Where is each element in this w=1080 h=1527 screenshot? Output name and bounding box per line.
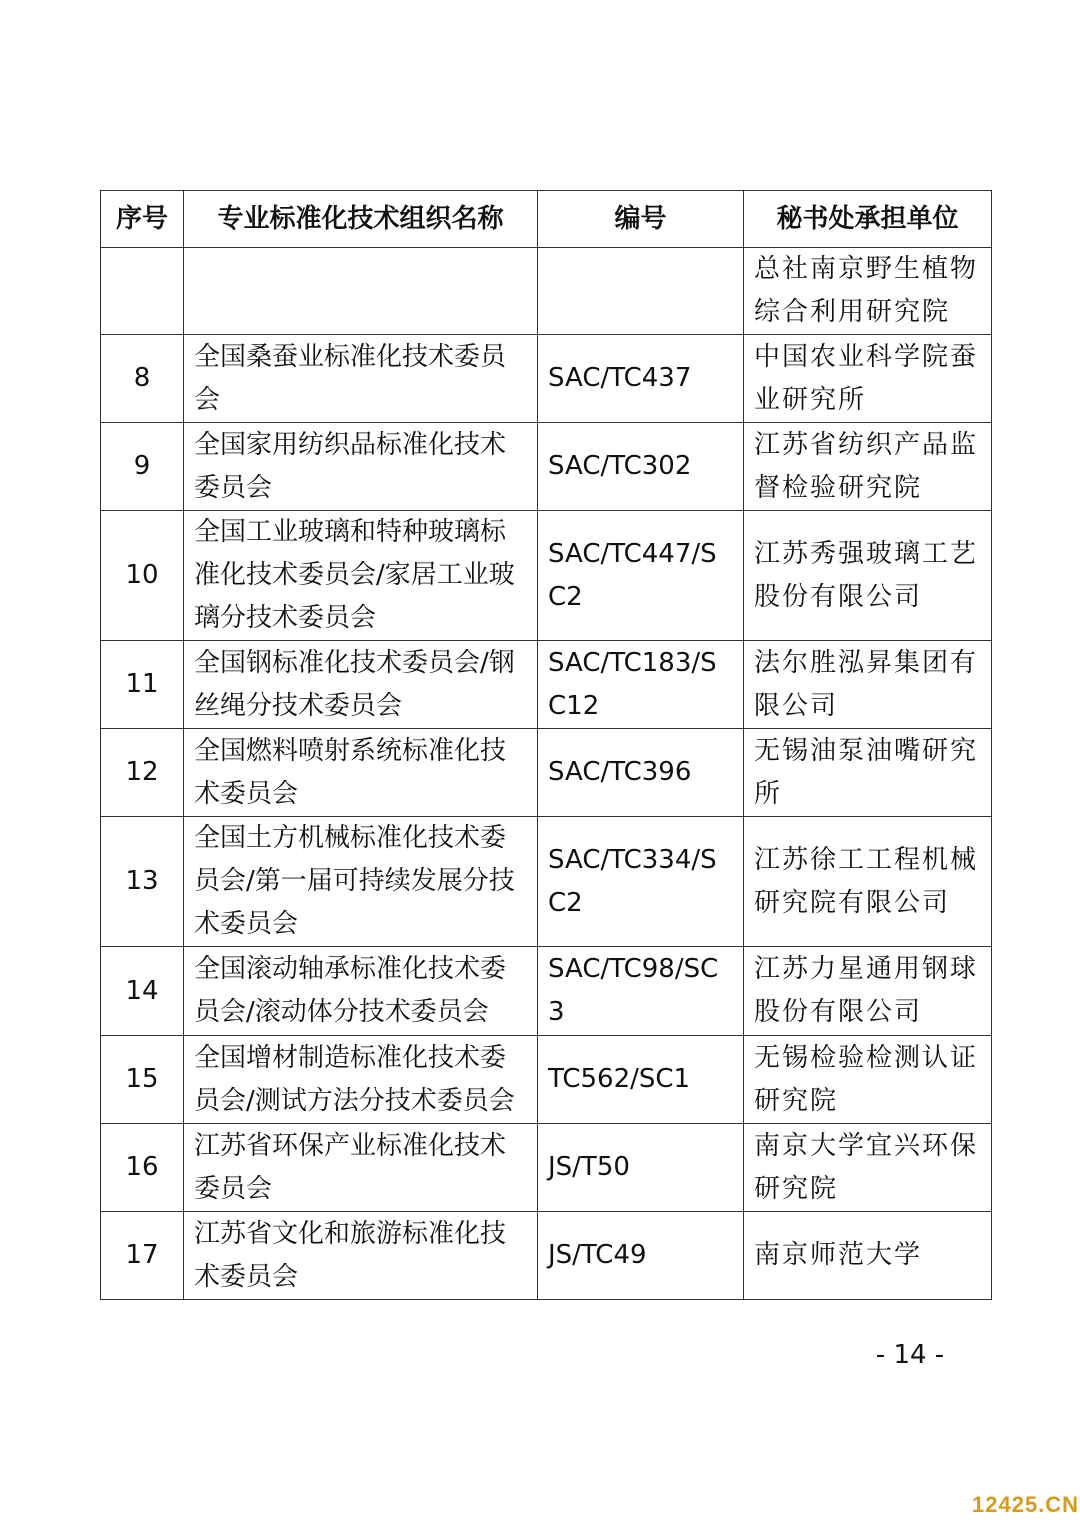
site-watermark: 12425.CN bbox=[972, 1492, 1080, 1517]
table-row bbox=[101, 1212, 992, 1300]
cell-seq: 12 bbox=[101, 729, 184, 817]
table-row bbox=[101, 511, 992, 641]
cell-code: JS/TC49 bbox=[538, 1212, 744, 1300]
cell-code: SAC/TC98/SC3 bbox=[538, 947, 744, 1036]
cell-seq: 9 bbox=[101, 423, 184, 511]
cell-unit: 总社南京野生植物综合利用研究院 bbox=[744, 248, 992, 335]
table-row bbox=[101, 335, 992, 423]
cell-name bbox=[184, 248, 538, 335]
table-row bbox=[101, 947, 992, 1036]
header-seq: 序号 bbox=[101, 191, 184, 248]
header-unit: 秘书处承担单位 bbox=[744, 191, 992, 248]
cell-name: 全国家用纺织品标准化技术委员会 bbox=[184, 423, 538, 511]
cell-unit: 南京大学宜兴环保研究院 bbox=[744, 1124, 992, 1212]
cell-unit: 无锡检验检测认证研究院 bbox=[744, 1036, 992, 1124]
table-row bbox=[101, 729, 992, 817]
cell-name: 全国燃料喷射系统标准化技术委员会 bbox=[184, 729, 538, 817]
cell-seq: 14 bbox=[101, 947, 184, 1036]
table-row bbox=[101, 1036, 992, 1124]
cell-code: SAC/TC396 bbox=[538, 729, 744, 817]
cell-name: 全国增材制造标准化技术委员会/测试方法分技术委员会 bbox=[184, 1036, 538, 1124]
cell-unit: 江苏徐工工程机械研究院有限公司 bbox=[744, 817, 992, 947]
cell-seq: 13 bbox=[101, 817, 184, 947]
table-row bbox=[101, 817, 992, 947]
cell-unit: 江苏力星通用钢球股份有限公司 bbox=[744, 947, 992, 1036]
cell-seq bbox=[101, 248, 184, 335]
cell-code: SAC/TC302 bbox=[538, 423, 744, 511]
cell-seq: 15 bbox=[101, 1036, 184, 1124]
cell-name: 全国土方机械标准化技术委员会/第一届可持续发展分技术委员会 bbox=[184, 817, 538, 947]
cell-code: SAC/TC447/SC2 bbox=[538, 511, 744, 641]
cell-unit: 江苏秀强玻璃工艺股份有限公司 bbox=[744, 511, 992, 641]
table-row bbox=[101, 641, 992, 729]
cell-seq: 16 bbox=[101, 1124, 184, 1212]
cell-name: 全国钢标准化技术委员会/钢丝绳分技术委员会 bbox=[184, 641, 538, 729]
cell-name: 全国桑蚕业标准化技术委员会 bbox=[184, 335, 538, 423]
page-number: - 14 - bbox=[875, 1340, 945, 1370]
cell-name: 江苏省环保产业标准化技术委员会 bbox=[184, 1124, 538, 1212]
cell-seq: 8 bbox=[101, 335, 184, 423]
cell-name: 江苏省文化和旅游标准化技术委员会 bbox=[184, 1212, 538, 1300]
cell-unit: 江苏省纺织产品监督检验研究院 bbox=[744, 423, 992, 511]
cell-code: TC562/SC1 bbox=[538, 1036, 744, 1124]
cell-code: SAC/TC437 bbox=[538, 335, 744, 423]
header-name: 专业标准化技术组织名称 bbox=[184, 191, 538, 248]
cell-seq: 11 bbox=[101, 641, 184, 729]
table-row bbox=[101, 1124, 992, 1212]
cell-unit: 南京师范大学 bbox=[744, 1212, 992, 1300]
cell-seq: 10 bbox=[101, 511, 184, 641]
table-row bbox=[101, 248, 992, 335]
cell-code: JS/T50 bbox=[538, 1124, 744, 1212]
table-header-row bbox=[101, 191, 992, 248]
cell-unit: 法尔胜泓昇集团有限公司 bbox=[744, 641, 992, 729]
cell-name: 全国滚动轴承标准化技术委员会/滚动体分技术委员会 bbox=[184, 947, 538, 1036]
cell-code: SAC/TC334/SC2 bbox=[538, 817, 744, 947]
header-code: 编号 bbox=[538, 191, 744, 248]
cell-seq: 17 bbox=[101, 1212, 184, 1300]
table-row bbox=[101, 423, 992, 511]
cell-unit: 无锡油泵油嘴研究所 bbox=[744, 729, 992, 817]
cell-unit: 中国农业科学院蚕业研究所 bbox=[744, 335, 992, 423]
cell-code bbox=[538, 248, 744, 335]
cell-code: SAC/TC183/SC12 bbox=[538, 641, 744, 729]
cell-name: 全国工业玻璃和特种玻璃标准化技术委员会/家居工业玻璃分技术委员会 bbox=[184, 511, 538, 641]
standards-table bbox=[100, 190, 992, 1300]
